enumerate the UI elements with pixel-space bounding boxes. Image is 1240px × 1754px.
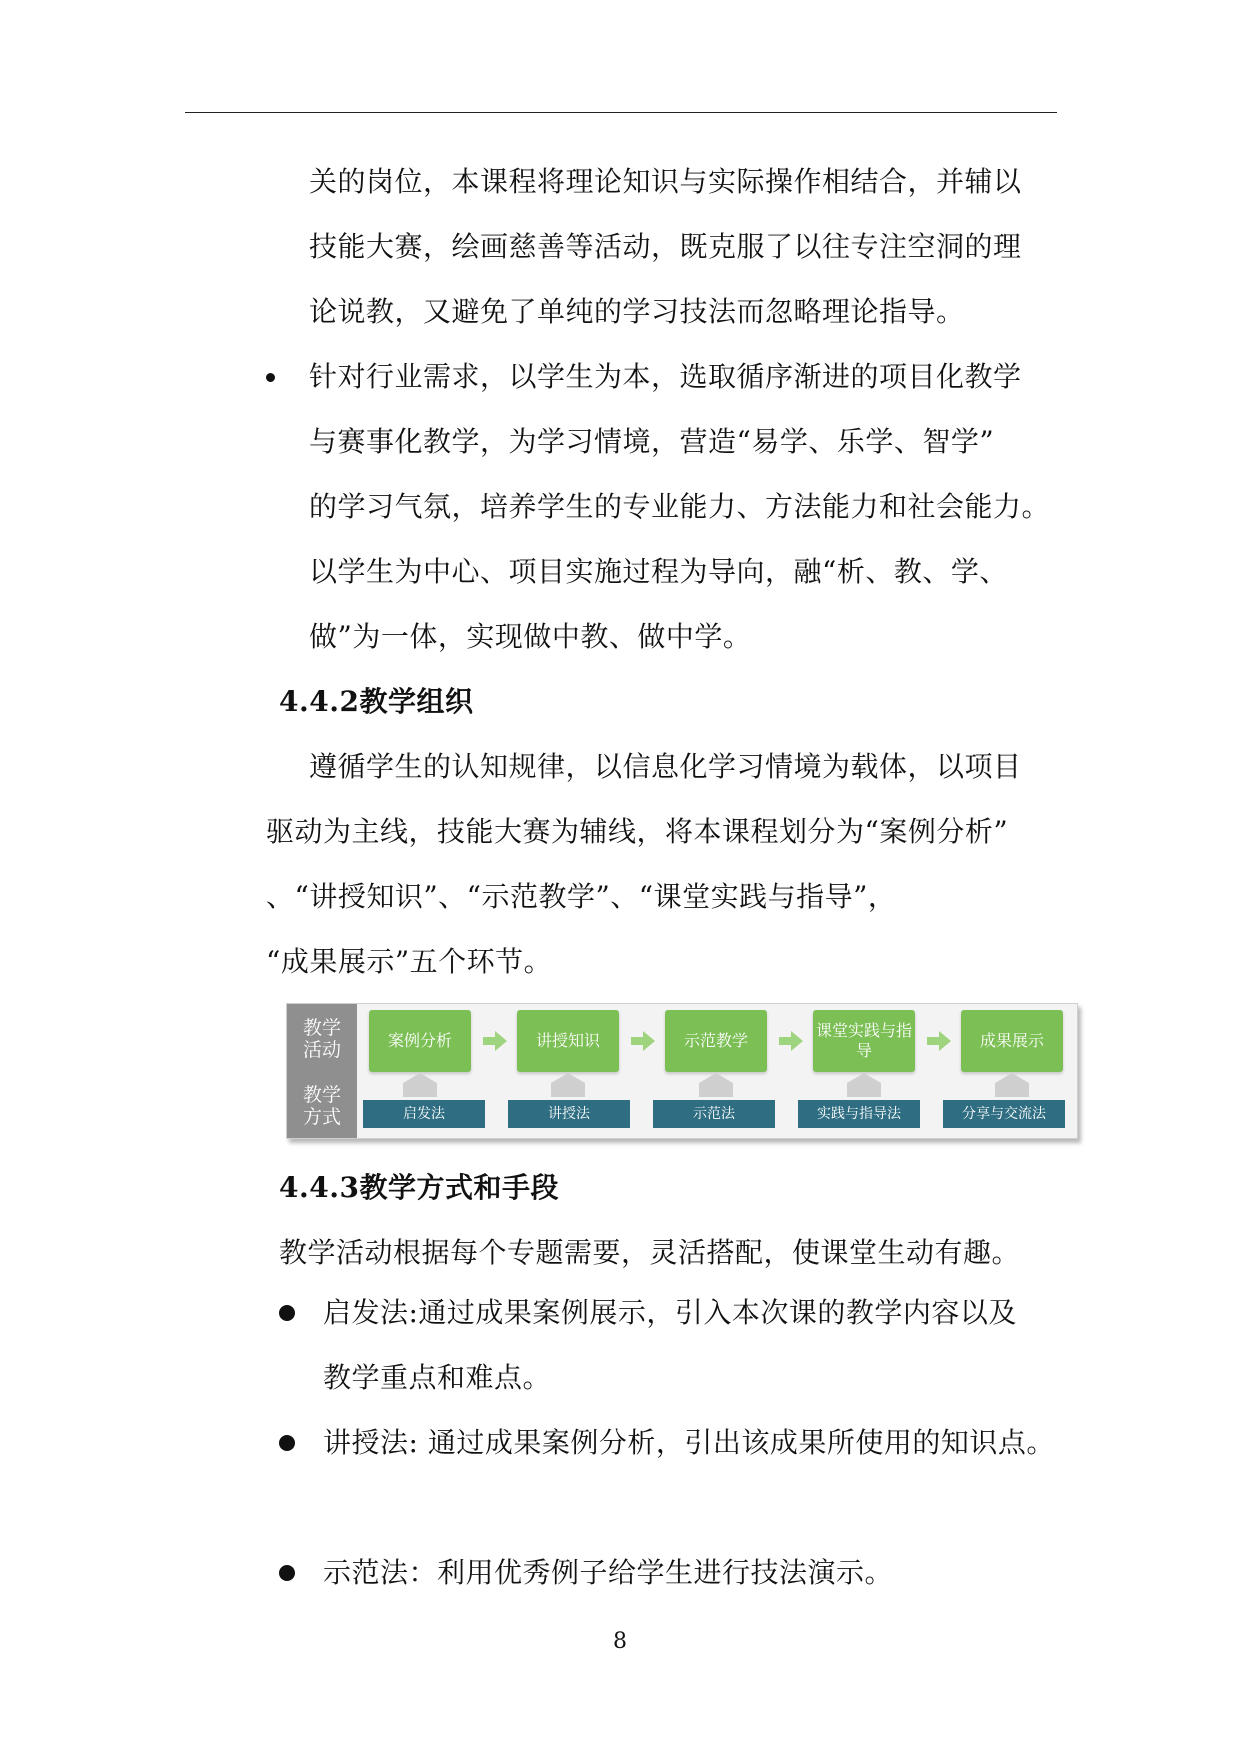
method-box: 分享与交流法 — [943, 1100, 1065, 1128]
activity-label-line: 活动 — [302, 1038, 341, 1061]
text-line: 与赛事化教学，为学习情境，营造“易学、乐学、智学” — [309, 425, 995, 458]
text-line: 、“讲授知识”、“示范教学”、“课堂实践与指导”， — [266, 880, 897, 913]
activity-box: 讲授知识 — [517, 1010, 619, 1072]
text-line: 以学生为中心、项目实施过程为导向，融“析、教、学、 — [309, 555, 1008, 588]
up-arrow-icon — [995, 1073, 1029, 1097]
right-arrow-icon — [779, 1031, 803, 1051]
text-line: 示范法：利用优秀例子给学生进行技法演示。 — [323, 1556, 894, 1589]
text-line: 论说教，又避免了单纯的学习技法而忽略理论指导。 — [309, 295, 965, 328]
up-arrow-icon — [403, 1073, 437, 1097]
text-line: 教学活动根据每个专题需要，灵活搭配，使课堂生动有趣。 — [279, 1236, 1021, 1269]
text-line: 讲授法: 通过成果案例分析，引出该成果所使用的知识点。 — [323, 1426, 1055, 1459]
up-arrow-icon — [699, 1073, 733, 1097]
activity-label-line: 教学 — [302, 1016, 341, 1039]
activity-row-label — [287, 1004, 357, 1073]
activity-box: 案例分析 — [369, 1010, 471, 1072]
text-line: “成果展示”五个环节。 — [266, 945, 553, 978]
text-line: 的学习气氛，培养学生的专业能力、方法能力和社会能力。 — [309, 490, 1051, 523]
text-line: 驱动为主线，技能大赛为辅线，将本课程划分为“案例分析” — [266, 815, 1009, 848]
activity-box: 示范教学 — [665, 1010, 767, 1072]
up-arrow-icon — [551, 1073, 585, 1097]
activity-box: 课堂实践与指导 — [813, 1010, 915, 1072]
page-number: 8 — [613, 1629, 627, 1654]
text-line: 教学重点和难点。 — [323, 1361, 552, 1394]
right-arrow-icon — [927, 1031, 951, 1051]
method-box: 实践与指导法 — [798, 1100, 920, 1128]
text-line: 做”为一体，实现做中教、做中学。 — [309, 620, 752, 653]
bullet-dot — [279, 1565, 295, 1581]
bullet-dot — [279, 1305, 295, 1321]
text-line: 针对行业需求，以学生为本，选取循序渐进的项目化教学 — [309, 360, 1022, 393]
method-box: 启发法 — [363, 1100, 485, 1128]
section-heading: 4.4.3教学方式和手段 — [279, 1171, 559, 1204]
method-label-line: 方式 — [302, 1105, 341, 1128]
right-arrow-icon — [631, 1031, 655, 1051]
section-heading: 4.4.2教学组织 — [279, 685, 474, 718]
activity-box: 成果展示 — [961, 1010, 1063, 1072]
text-line: 启发法:通过成果案例展示，引入本次课的教学内容以及 — [323, 1296, 1017, 1329]
up-arrow-icon — [847, 1073, 881, 1097]
text-line: 技能大赛，绘画慈善等活动，既克服了以往专注空洞的理 — [309, 230, 1022, 263]
method-box: 讲授法 — [508, 1100, 630, 1128]
method-box: 示范法 — [653, 1100, 775, 1128]
right-arrow-icon — [483, 1031, 507, 1051]
method-label-line: 教学 — [302, 1083, 341, 1106]
bullet-dot — [279, 1435, 295, 1451]
method-row-label — [287, 1073, 357, 1138]
text-line: 遵循学生的认知规律，以信息化学习情境为载体，以项目 — [309, 750, 1022, 783]
text-line: 关的岗位，本课程将理论知识与实际操作相结合，并辅以 — [309, 165, 1022, 198]
header-rule — [185, 112, 1057, 113]
teaching-flow-diagram — [286, 1003, 1078, 1139]
bullet-dot — [266, 373, 275, 382]
